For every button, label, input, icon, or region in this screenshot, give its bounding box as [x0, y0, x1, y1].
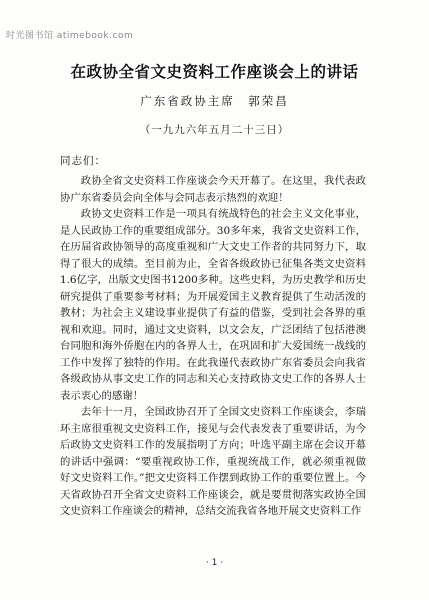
speech-date: （一九九六年五月二十三日） [139, 124, 290, 136]
paragraph-3: 去年十一月，全国政协召开了全国文史资料工作座谈会，李瑞环主席很重视文史资料工作，接见与会代表发表了重要讲话，为今后政协文史资料工作的发展指明了方向；叶选平副主席在会议开幕的讲话中强调：“要重视政协工作，重视统战工作，就必须重视做好文史资料工作。”把文史资料工作摆到政协工作的重要位置上。今天省政协召开全省文史资料工作座谈会，就是要贯彻落实政协全国文史资料工作座谈会的精神，总结交流我省各地开展文史资料工作 [60, 406, 366, 517]
speech-body [60, 173, 366, 520]
speaker-line: 广东省政协主席 郭荣昌 [140, 94, 289, 108]
paragraph-1: 政协全省文史资料工作座谈会今天开幕了。在这里，我代表政协广东省委员会向全体与会同志表示热烈的欢迎！ [60, 175, 366, 204]
watermark: 时光图书馆 atimebook.com [6, 31, 134, 41]
salutation: 同志们： [60, 155, 106, 167]
paragraph-2: 政协文史资料工作是一项具有统战特色的社会主义文化事业，是人民政协工作的重要组成部分。30多年来，我省文史资料工作，在历届省政协领导的高度重视和广大文史工作者的共同努力下，取得了很大的成绩。至目前为止，全省各级政协已征集各类文史资料1.6亿字，出版文史图书1200多种。这些史料，为历史教学和历史研究提供了重要参考材料；为开展爱国主义教育提供了生动活泼的教材；为社会主义建设事业提供了有益的借鉴，受到社会各界的重视和欢迎。同时，通过文史资料，以文会友，广泛团结了包括港澳台同胞和海外侨胞在内的各界人士，在巩固和扩大爱国统一战线的工作中发挥了独特的作用。在此我谨代表政协广东省委员会向我省各级政协从事文史工作的同志和关心支持政协文史工作的各界人士表示衷心的感谢！ [60, 208, 366, 402]
page-number: · 1 · [205, 558, 224, 568]
speech-title: 在政协全省文史资料工作座谈会上的讲话 [70, 63, 359, 81]
